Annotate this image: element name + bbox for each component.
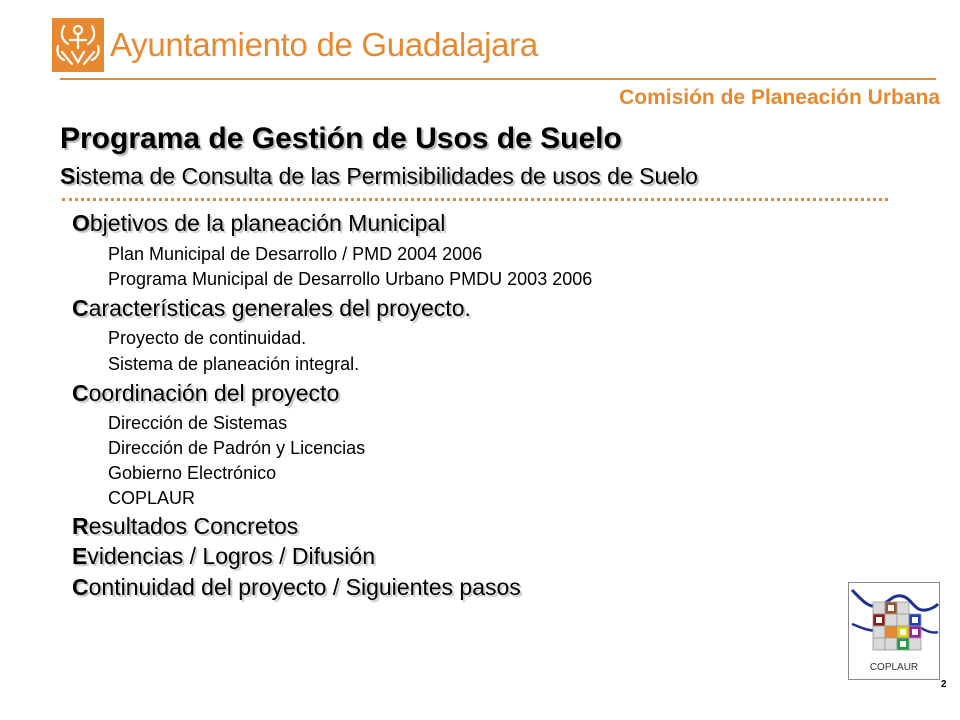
page-subtitle: [60, 163, 698, 190]
outline-initial: C: [72, 574, 89, 600]
outline-initial: O: [72, 210, 90, 236]
outline-initial: C: [72, 380, 89, 406]
outline-item-coordinacion: [72, 380, 339, 407]
outline-subitem: Proyecto de continuidad.: [108, 328, 307, 348]
outline-item-objetivos: [72, 210, 445, 237]
guadalajara-emblem-icon: [52, 18, 104, 72]
outline-subitem: Programa Municipal de Desarrollo Urbano PMDU 2003 2006: [108, 269, 593, 289]
outline-subitem: Gobierno Electrónico: [108, 463, 277, 483]
header-rule: [60, 78, 936, 80]
outline-subitem: Dirección de Padrón y Licencias: [108, 438, 366, 458]
dotted-divider: [62, 198, 888, 201]
outline-item-evidencias: [72, 543, 375, 570]
subtitle-text: istema de Consulta de las Permisibilidades de usos de Suelo: [75, 163, 698, 189]
outline-initial: E: [72, 543, 88, 569]
outline-subitem: Dirección de Sistemas: [108, 413, 288, 433]
outline-subitem: COPLAUR: [108, 488, 196, 508]
page-number: 2: [941, 679, 947, 690]
outline-initial: C: [72, 295, 89, 321]
outline-text: aracterísticas generales del proyecto.: [88, 295, 471, 321]
subtitle-initial: S: [60, 163, 76, 189]
outline-text: oordinación del proyecto: [88, 380, 340, 406]
page-title: Programa de Gestión de Usos de Suelo: [60, 122, 622, 155]
outline-item-continuidad: [72, 574, 521, 601]
outline-text: bjetivos de la planeación Municipal: [89, 210, 446, 236]
coplaur-logo-icon: [848, 582, 940, 680]
org-name: Ayuntamiento de Guadalajara: [110, 26, 538, 63]
outline-subitem: Plan Municipal de Desarrollo / PMD 2004 2006: [108, 244, 483, 264]
outline-subitem: Sistema de planeación integral.: [108, 354, 360, 374]
outline-initial: R: [72, 513, 89, 539]
outline-text: esultados Concretos: [88, 513, 299, 539]
outline-item-caracteristicas: [72, 295, 471, 322]
outline-item-resultados: [72, 513, 298, 540]
outline-text: videncias / Logros / Difusión: [87, 543, 375, 569]
commission-name: Comisión de Planeación Urbana: [619, 86, 940, 109]
coplaur-logo-text: COPLAUR: [869, 662, 919, 673]
outline-text: ontinuidad del proyecto / Siguientes pasos: [88, 574, 521, 600]
